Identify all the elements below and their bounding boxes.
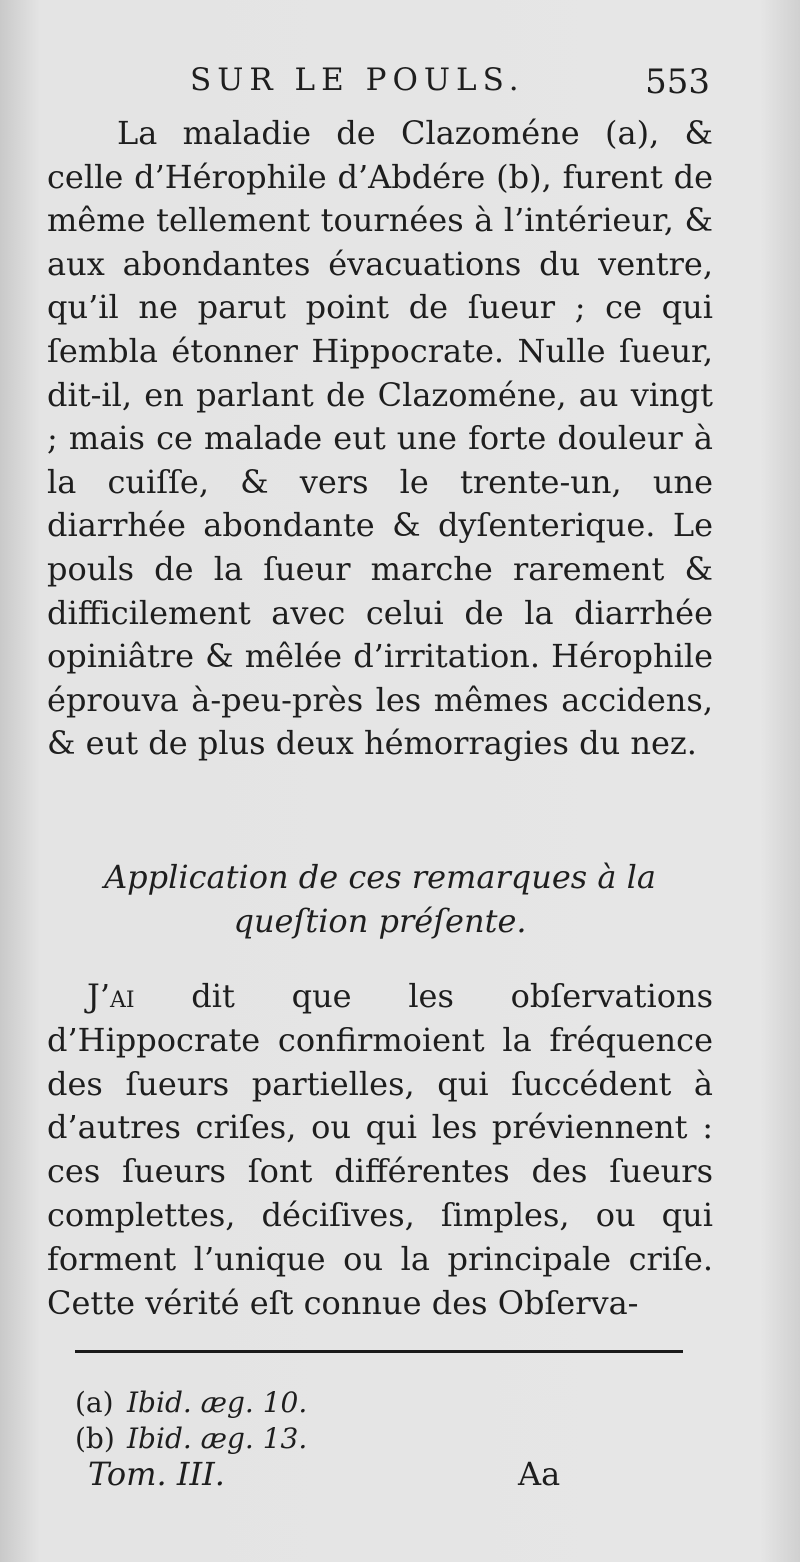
footnote-mark: (b) xyxy=(75,1422,115,1455)
footnote-rule xyxy=(75,1350,683,1353)
page-footer xyxy=(88,1455,708,1493)
footnote-text: Ibid. æg. 13. xyxy=(127,1422,308,1455)
paragraph-2-lead: J’ai xyxy=(87,977,135,1015)
volume-label: Tom. III. xyxy=(88,1455,225,1493)
footnote-mark: (a) xyxy=(75,1386,114,1419)
page-header xyxy=(0,62,800,112)
paragraph-2-text: dit que les obſervations d’Hippocrate confirmoient la fréquence des ſueurs partielles, qui ſuccédent à d’autres criſes, ou qui les préviennent : ces ſueurs ſont différentes des ſueurs complettes, déciſives, ſimples, ou qui forment l’unique ou la principale criſe. Cette vérité eſt connue des Obſerva- xyxy=(47,977,713,1322)
footnote-text: Ibid. æg. 10. xyxy=(127,1386,308,1419)
body-text-section-1 xyxy=(47,112,713,766)
footnote xyxy=(75,1421,695,1457)
paragraph-2 xyxy=(47,975,713,1325)
section-heading: Application de ces remarques à la queſtion préſente. xyxy=(104,858,656,940)
running-head: SUR LE POULS. xyxy=(190,62,525,98)
footnote xyxy=(75,1385,695,1421)
paragraph-1: La maladie de Clazoméne (a), & celle d’Hérophile d’Abdére (b), furent de même tellement tournées à l’intérieur, & aux abondantes évacuations du ventre, qu’il ne parut point de ſueur ; ce qui ſembla étonner Hippocrate. Nulle ſueur, dit-il, en parlant de Clazoméne, au vingt ; mais ce malade eut une forte douleur à la cuiſſe, & vers le trente-un, une diarrhée abondante & dyſenterique. Le pouls de la ſueur marche rarement & difficilement avec celui de la diarrhée opiniâtre & mêlée d’irritation. Hérophile éprouva à-peu-près les mêmes accidens, & eut de plus deux hémorragies du nez. xyxy=(47,114,713,763)
footnotes xyxy=(75,1385,695,1457)
page-number: 553 xyxy=(645,62,710,102)
signature-mark: Aa xyxy=(518,1455,561,1493)
